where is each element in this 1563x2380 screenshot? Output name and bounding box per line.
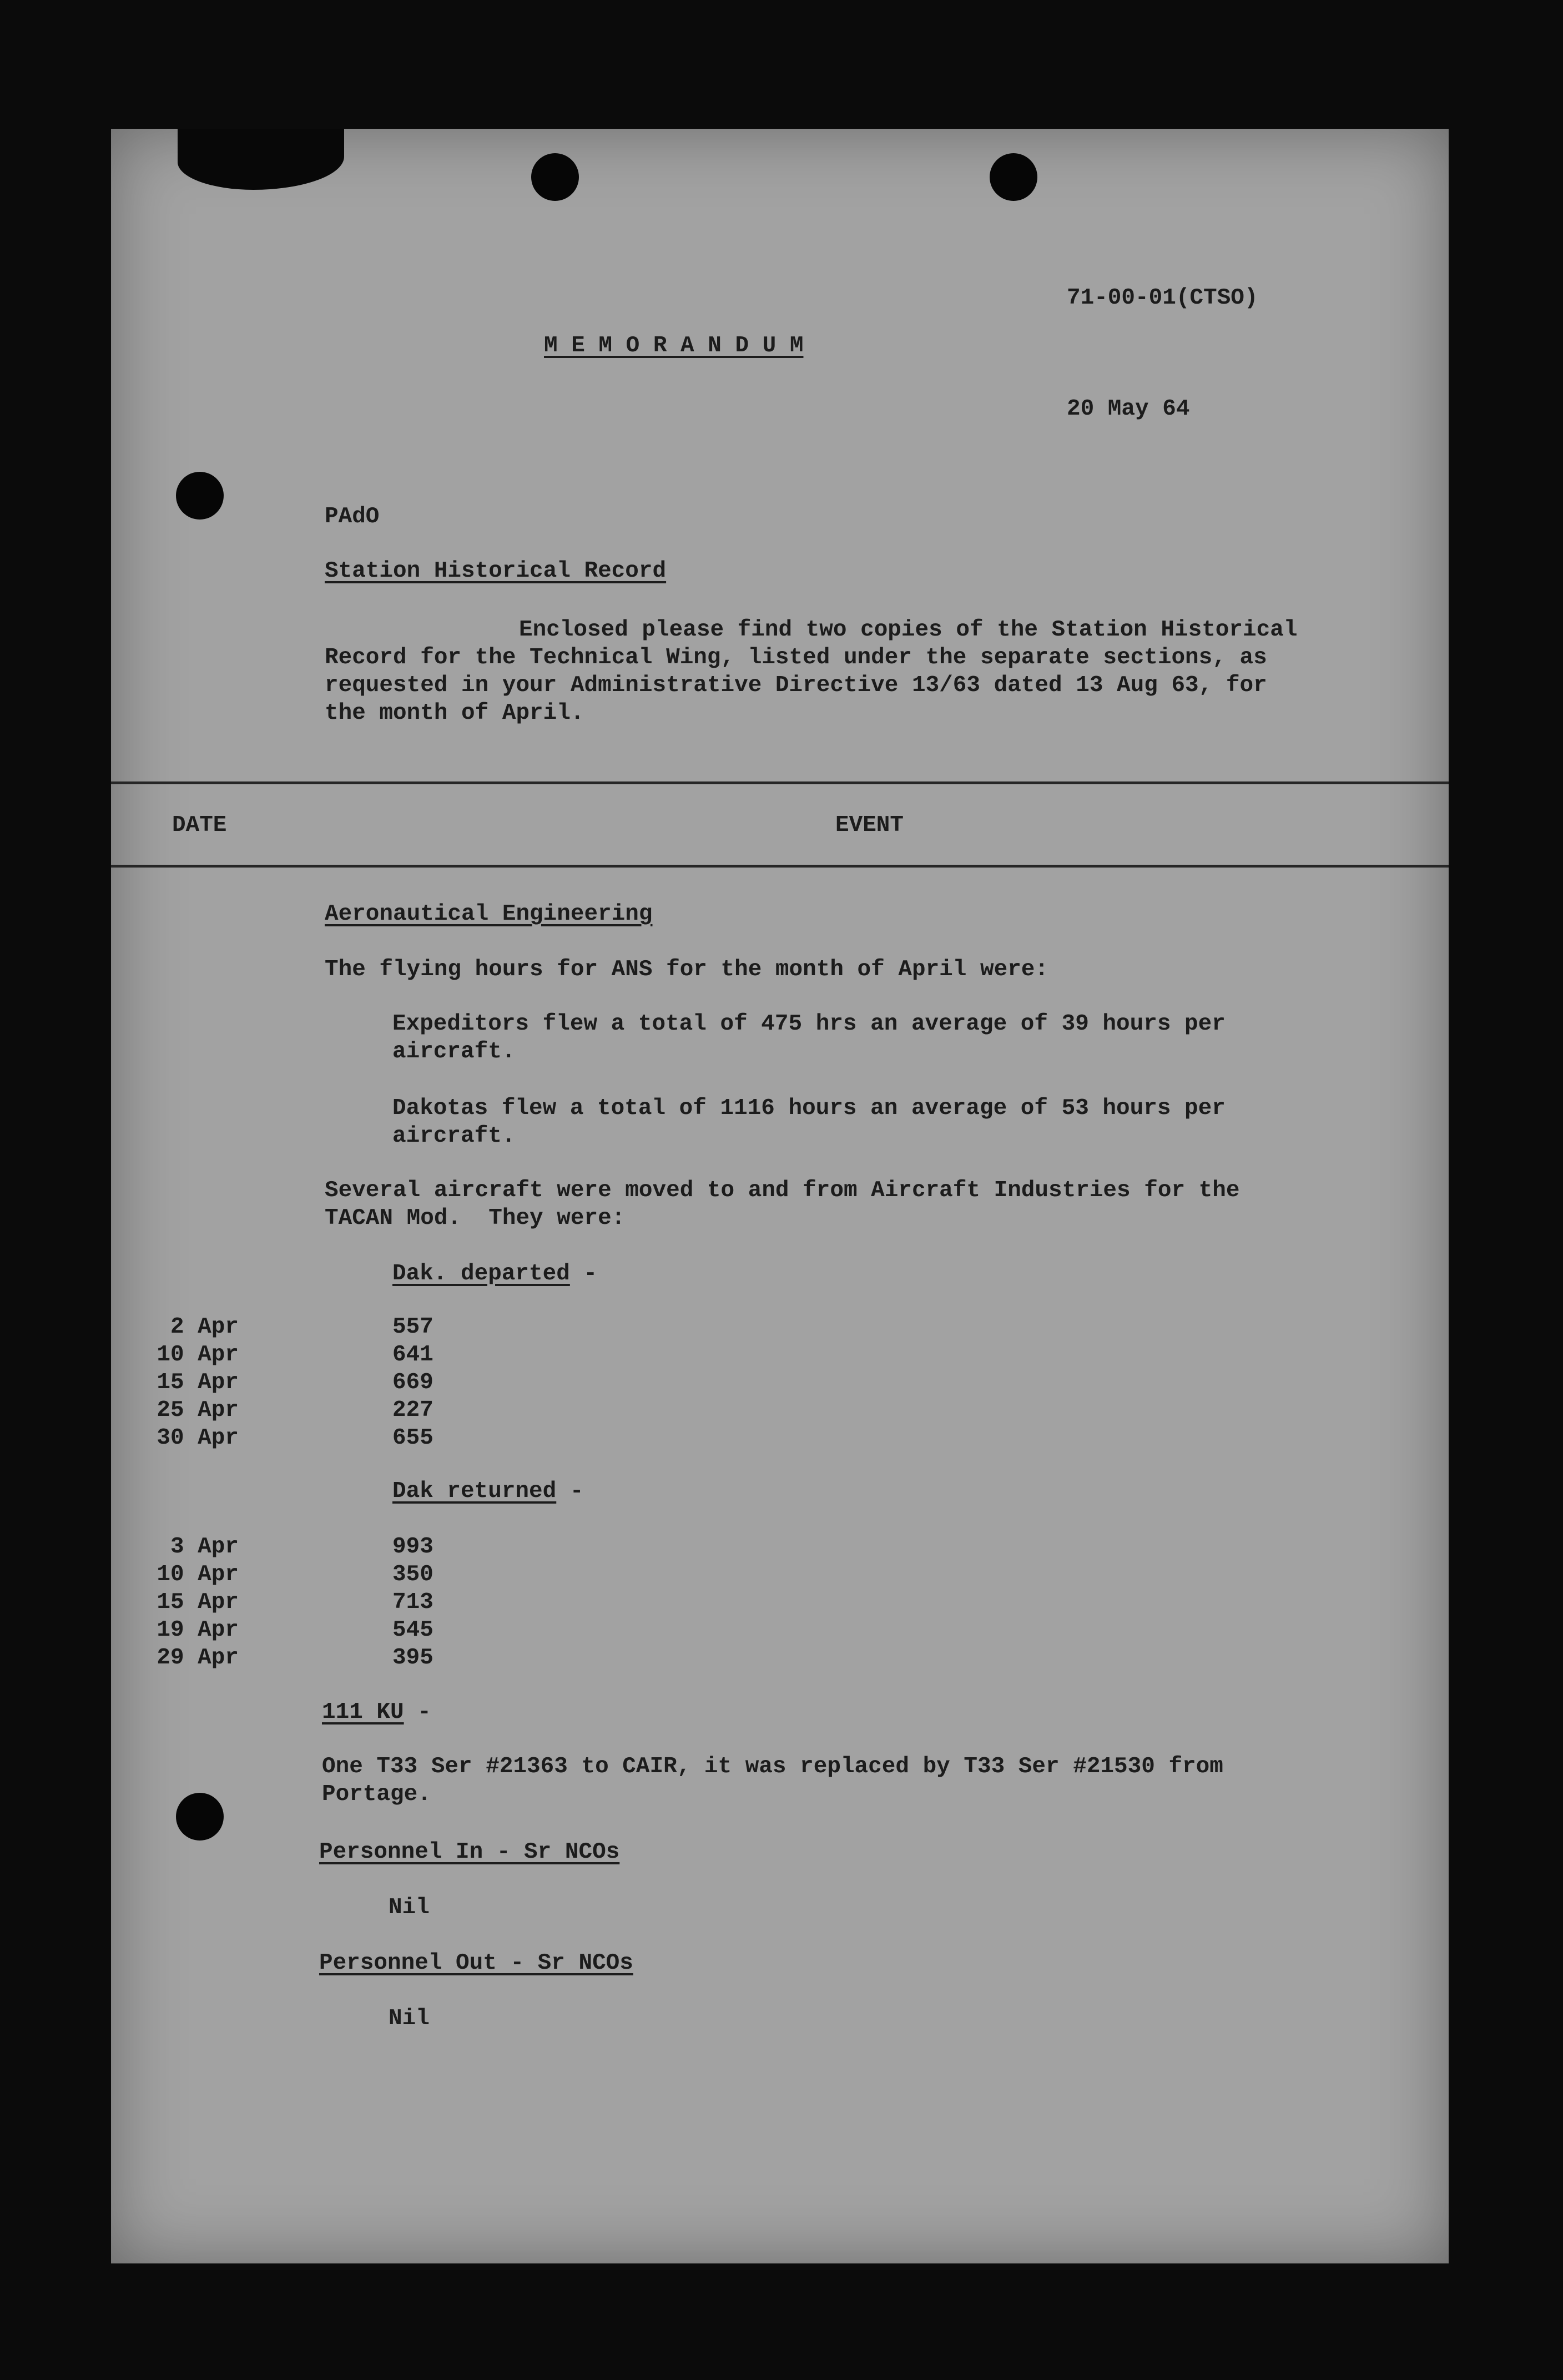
expeditors-text: Expeditors flew a total of 475 hrs an average of 39 hours per [392,1011,1226,1037]
departure-date: 30 Apr [157,1425,239,1451]
table-header-rule [111,865,1449,868]
date-column-header: DATE [172,813,227,838]
body-line: requested in your Administrative Directive 13/63 dated 13 Aug 63, for [325,673,1267,698]
punch-hole [990,153,1037,201]
aircraft-number: 557 [392,1314,433,1340]
aircraft-number: 395 [392,1645,433,1671]
departure-date: 15 Apr [157,1370,239,1395]
departure-date: 25 Apr [157,1398,239,1423]
returned-dates [111,1533,239,1672]
dakotas-text: Dakotas flew a total of 1116 hours an average of 53 hours per [392,1096,1226,1121]
aircraft-number: 350 [392,1562,433,1587]
departure-date: 10 Apr [157,1342,239,1368]
departure-date: 2 Apr [170,1314,239,1340]
section-heading: Aeronautical Engineering [325,901,653,927]
body-line: the month of April. [325,700,584,726]
file-reference: 71-00-01(CTSO) [1067,285,1258,311]
aircraft-number: 545 [392,1617,433,1643]
return-date: 19 Apr [157,1617,239,1643]
ku-text: Portage. [322,1782,431,1807]
aircraft-number: 655 [392,1425,433,1451]
returned-aircraft [392,1533,433,1672]
return-date: 15 Apr [157,1590,239,1615]
aircraft-number: 713 [392,1590,433,1615]
page-blot [178,129,344,190]
return-date: 29 Apr [157,1645,239,1671]
expeditors-text: aircraft. [392,1039,516,1065]
personnel-out-heading: Personnel Out - Sr NCOs [319,1950,633,1976]
return-date: 10 Apr [157,1562,239,1587]
moved-text: TACAN Mod. They were: [325,1206,626,1231]
body-line: Record for the Technical Wing, listed under the separate sections, as [325,645,1267,670]
departed-heading: Dak. departed - [392,1261,598,1287]
memo-title: M E M O R A N D U M [544,333,804,359]
aircraft-number: 993 [392,1534,433,1560]
event-column-header: EVENT [835,813,904,838]
personnel-in-value: Nil [389,1895,430,1920]
flying-hours-intro: The flying hours for ANS for the month of April were: [325,957,1049,982]
personnel-in-heading: Personnel In - Sr NCOs [319,1839,620,1865]
punch-hole [176,472,224,520]
dakotas-text: aircraft. [392,1123,516,1149]
ku-text: One T33 Ser #21363 to CAIR, it was replaced by T33 Ser #21530 from [322,1754,1223,1779]
personnel-out-value: Nil [389,2006,430,2031]
departed-dates [111,1313,239,1452]
memo-recipient: PAdO [325,504,380,530]
memo-subject: Station Historical Record [325,558,667,584]
aircraft-number: 669 [392,1370,433,1395]
memo-date: 20 May 64 [1067,396,1190,422]
ku-heading: 111 KU - [322,1700,431,1725]
table-top-rule [111,781,1449,784]
punch-hole [176,1793,224,1841]
return-date: 3 Apr [170,1534,239,1560]
aircraft-number: 227 [392,1398,433,1423]
moved-text: Several aircraft were moved to and from Aircraft Industries for the [325,1178,1240,1203]
departed-aircraft [392,1313,433,1452]
memo-page [111,129,1449,2263]
punch-hole [531,153,579,201]
body-line: Enclosed please find two copies of the Station Historical [519,617,1298,643]
returned-heading: Dak returned - [392,1479,584,1504]
aircraft-number: 641 [392,1342,433,1368]
